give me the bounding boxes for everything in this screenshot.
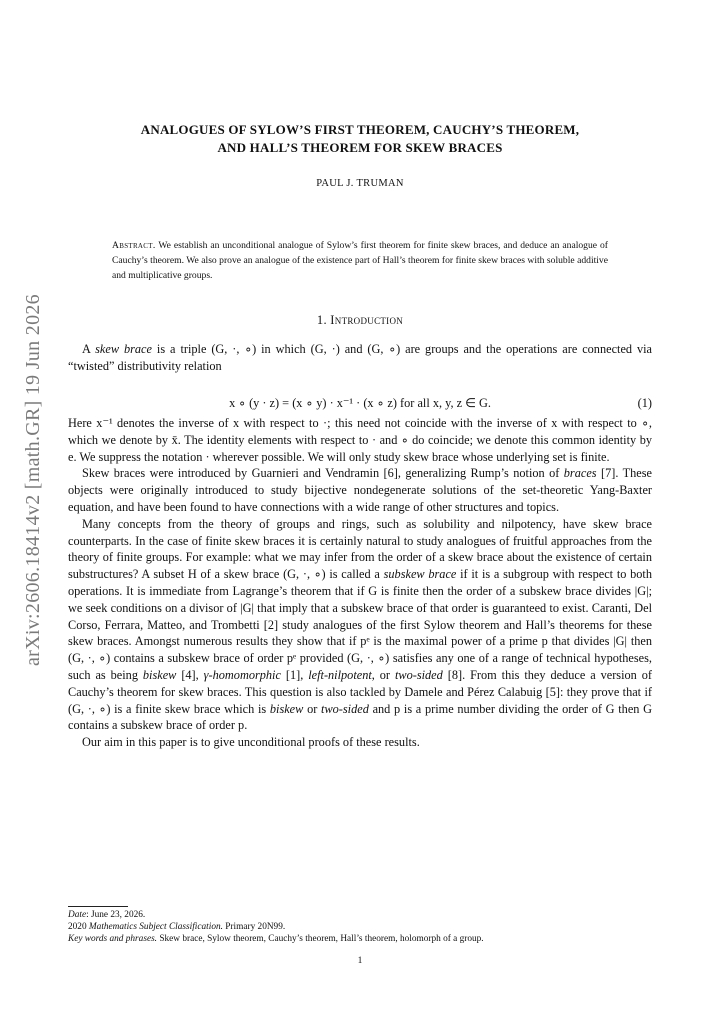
para4-emphasis-1: subskew brace <box>383 567 457 582</box>
title-line-2: AND HALL’S THEOREM FOR SKEW BRACES <box>217 140 503 155</box>
para1-emphasis: skew brace <box>95 342 152 356</box>
equation-1 <box>68 396 652 413</box>
body-text <box>68 415 652 751</box>
equation-body: x ∘ (y · z) = (x ∘ y) · x⁻¹ · (x ∘ z) for all x, y, z ∈ G. <box>229 396 491 410</box>
para4-emphasis-2: biskew <box>142 667 177 682</box>
paragraph-3 <box>68 465 652 515</box>
footnote-msc <box>68 921 668 933</box>
para4-emphasis-7: two-sided <box>321 701 369 716</box>
para4-text-b: if it is a subgroup with respect to both operations. It is immediate from Lagrange’s theorem that if G is finite then the order of a subskew brace divides |G|; we seek conditions on a divisor of |G| that imply that a subskew brace of that order is guaranteed to exist. Caranti, Del Corso, Ferrara, Matteo, and Trombetti [2] study analogues of the first Sylow theorem and Hall’s theorems for these skew braces. Amongst numerous results they show that if pᵉ is the maximal power of a prime p that divides |G| then (G, ·, ∘) contains a subskew brace of order pᵉ provided (G, ·, ∘) satisfies any one of a range of technical hypotheses, such as being <box>68 567 652 682</box>
paragraph-1 <box>68 341 652 375</box>
para1-text-b: is a triple (G, ·, ∘) in which (G, ·) and (G, ∘) are groups and the operations are connected via “twisted” distributivity relation <box>68 342 653 373</box>
footnote-msc-value: Primary 20N99. <box>225 922 286 932</box>
para4-emphasis-3: γ-homomorphic <box>203 667 281 682</box>
paragraph-5: Our aim in this paper is to give unconditional proofs of these results. <box>82 735 420 750</box>
para3-emphasis: braces <box>563 466 597 481</box>
paper-title <box>68 121 652 157</box>
section-title: 1. Introduction <box>316 313 404 327</box>
abstract <box>112 238 608 283</box>
para4-text-g: or <box>307 701 318 716</box>
footnote-keywords-value: Skew brace, Sylow theorem, Cauchy’s theorem, Hall’s theorem, holomorph of a group. <box>159 934 484 944</box>
arxiv-stamp: arXiv:2606.18414v2 [math.GR] 19 Jun 2026 <box>22 294 44 666</box>
para4-emphasis-6: biskew <box>269 701 304 716</box>
equation-number: (1) <box>637 396 652 410</box>
footnote-keywords-label: Key words and phrases. <box>68 934 158 944</box>
footnote-msc-year: 2020 <box>68 922 87 932</box>
page-number: 1 <box>357 956 363 966</box>
title-line-1: ANALOGUES OF SYLOW’S FIRST THEOREM, CAUCHY’S THEOREM, <box>140 122 580 137</box>
para4-text-a: Many concepts from the theory of groups and rings, such as solubility and nilpotency, have skew brace counterparts. In the case of finite skew braces it is certainly natural to study analogues of fruitful approaches from the theory of finite groups. For example: what we may infer from the order of a skew brace about the existence of certain substructures? A subset H of a skew brace (G, ·, ∘) is called a <box>68 516 652 582</box>
abstract-text: We establish an unconditional analogue of Sylow’s first theorem for finite skew braces, and deduce an analogue of Cauchy’s theorem. We also prove an analogue of the existence part of Hall’s theorem for finite skew braces with soluble additive and multiplicative groups. <box>112 240 608 281</box>
para4-text-e: , or <box>371 667 391 682</box>
footnote-rule <box>68 906 128 907</box>
footnote-msc-label: Mathematics Subject Classification. <box>88 922 223 932</box>
abstract-heading: Abstract. <box>112 240 156 251</box>
author: PAUL J. TRUMAN <box>316 178 404 189</box>
para3-text-a: Skew braces were introduced by Guarnieri and Vendramin [6], generalizing Rump’s notion of <box>82 466 560 481</box>
para4-text-d: [1], <box>285 667 304 682</box>
para4-emphasis-4: left-nilpotent <box>308 667 372 682</box>
paragraph-2: Here x⁻¹ denotes the inverse of x with respect to ·; this need not coincide with the inverse of x with respect to ∘, which we denote by x̄. The identity elements with respect to · and ∘ do coincide; we denote this common identity by e. We suppress the notation · wherever possible. We will only study skew brace whose underlying set is finite. <box>68 416 652 464</box>
footnote-date-value: : June 23, 2026. <box>86 910 146 920</box>
footnotes <box>68 909 668 945</box>
para4-text-c: [4], <box>181 667 199 682</box>
para4-emphasis-5: two-sided <box>394 667 443 682</box>
paragraph-4 <box>68 516 652 734</box>
para4-text-h: and p is a prime number dividing the order of G then G contains a subskew brace of order p. <box>68 701 653 733</box>
para4-text-f: [8]. From this they deduce a version of Cauchy’s theorem for skew braces. This question is also tackled by Damele and Pérez Calabuig [5]: they prove that if (G, ·, ∘) is a finite skew brace which is <box>68 667 652 716</box>
footnote-keywords <box>68 933 668 945</box>
para3-text-b: [7]. These objects were originally introduced to study bijective nondegenerate solutions of the set-theoretic Yang-Baxter equation, and have been found to have connections with a wide range of other structures and topics. <box>68 466 652 514</box>
footnote-date-label: Date <box>68 910 87 920</box>
footnote-date <box>68 909 668 921</box>
para1-text-a: A <box>82 342 91 356</box>
